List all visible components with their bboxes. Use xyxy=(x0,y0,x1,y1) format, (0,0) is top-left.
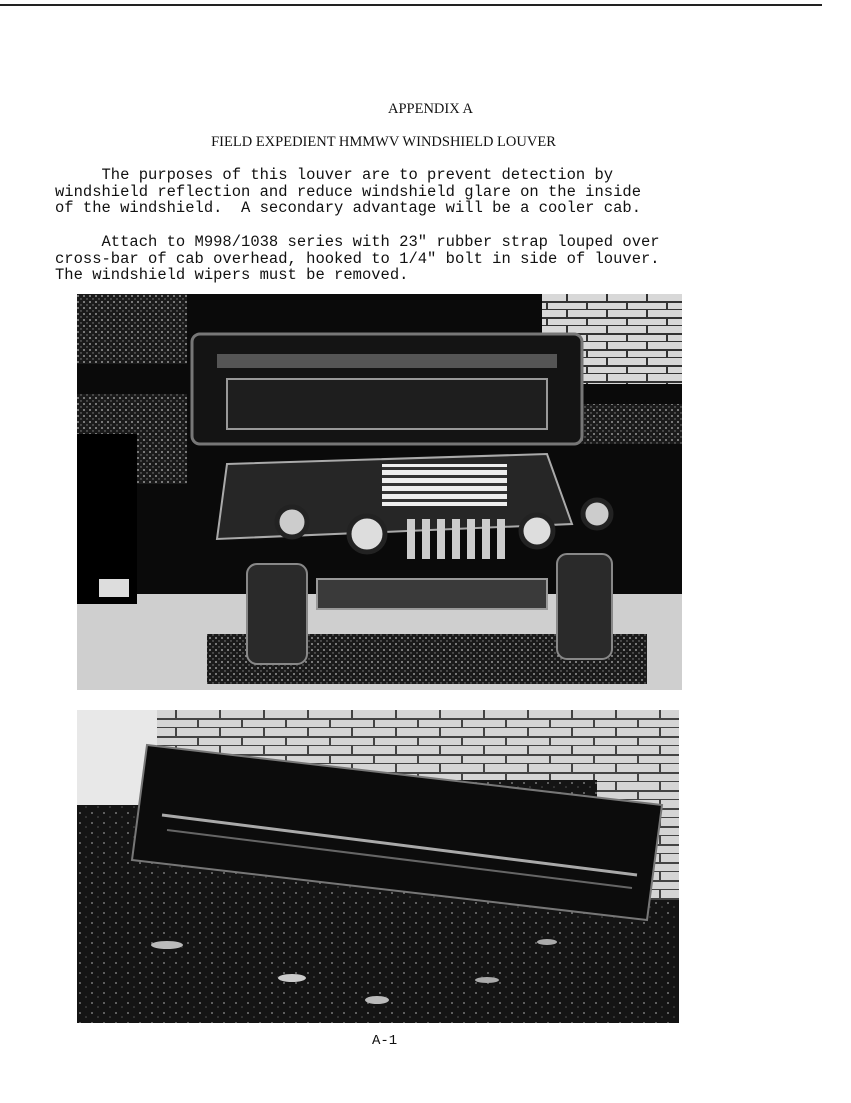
photo-louver-panel xyxy=(77,710,679,1023)
page-number: A-1 xyxy=(372,1033,398,1049)
document-subtitle: FIELD EXPEDIENT HMMWV WINDSHIELD LOUVER xyxy=(211,134,556,150)
paragraph-purpose: The purposes of this louver are to prevent detection by windshield reflection and reduce windshield glare on the inside of the windshield. A secondary advantage will be a cooler cab. xyxy=(55,166,641,217)
hmmwv-photo-graphic xyxy=(77,294,682,690)
paragraph-attachment: Attach to M998/1038 series with 23" rubber strap louped over cross-bar of cab overhead, hooked to 1/4" bolt in side of louver. The windshield wipers must be removed. xyxy=(55,233,660,284)
photo-hmmwv-with-louver xyxy=(77,294,682,690)
top-rule xyxy=(0,4,822,6)
louver-photo-graphic xyxy=(77,710,679,1023)
appendix-title: APPENDIX A xyxy=(388,101,473,117)
